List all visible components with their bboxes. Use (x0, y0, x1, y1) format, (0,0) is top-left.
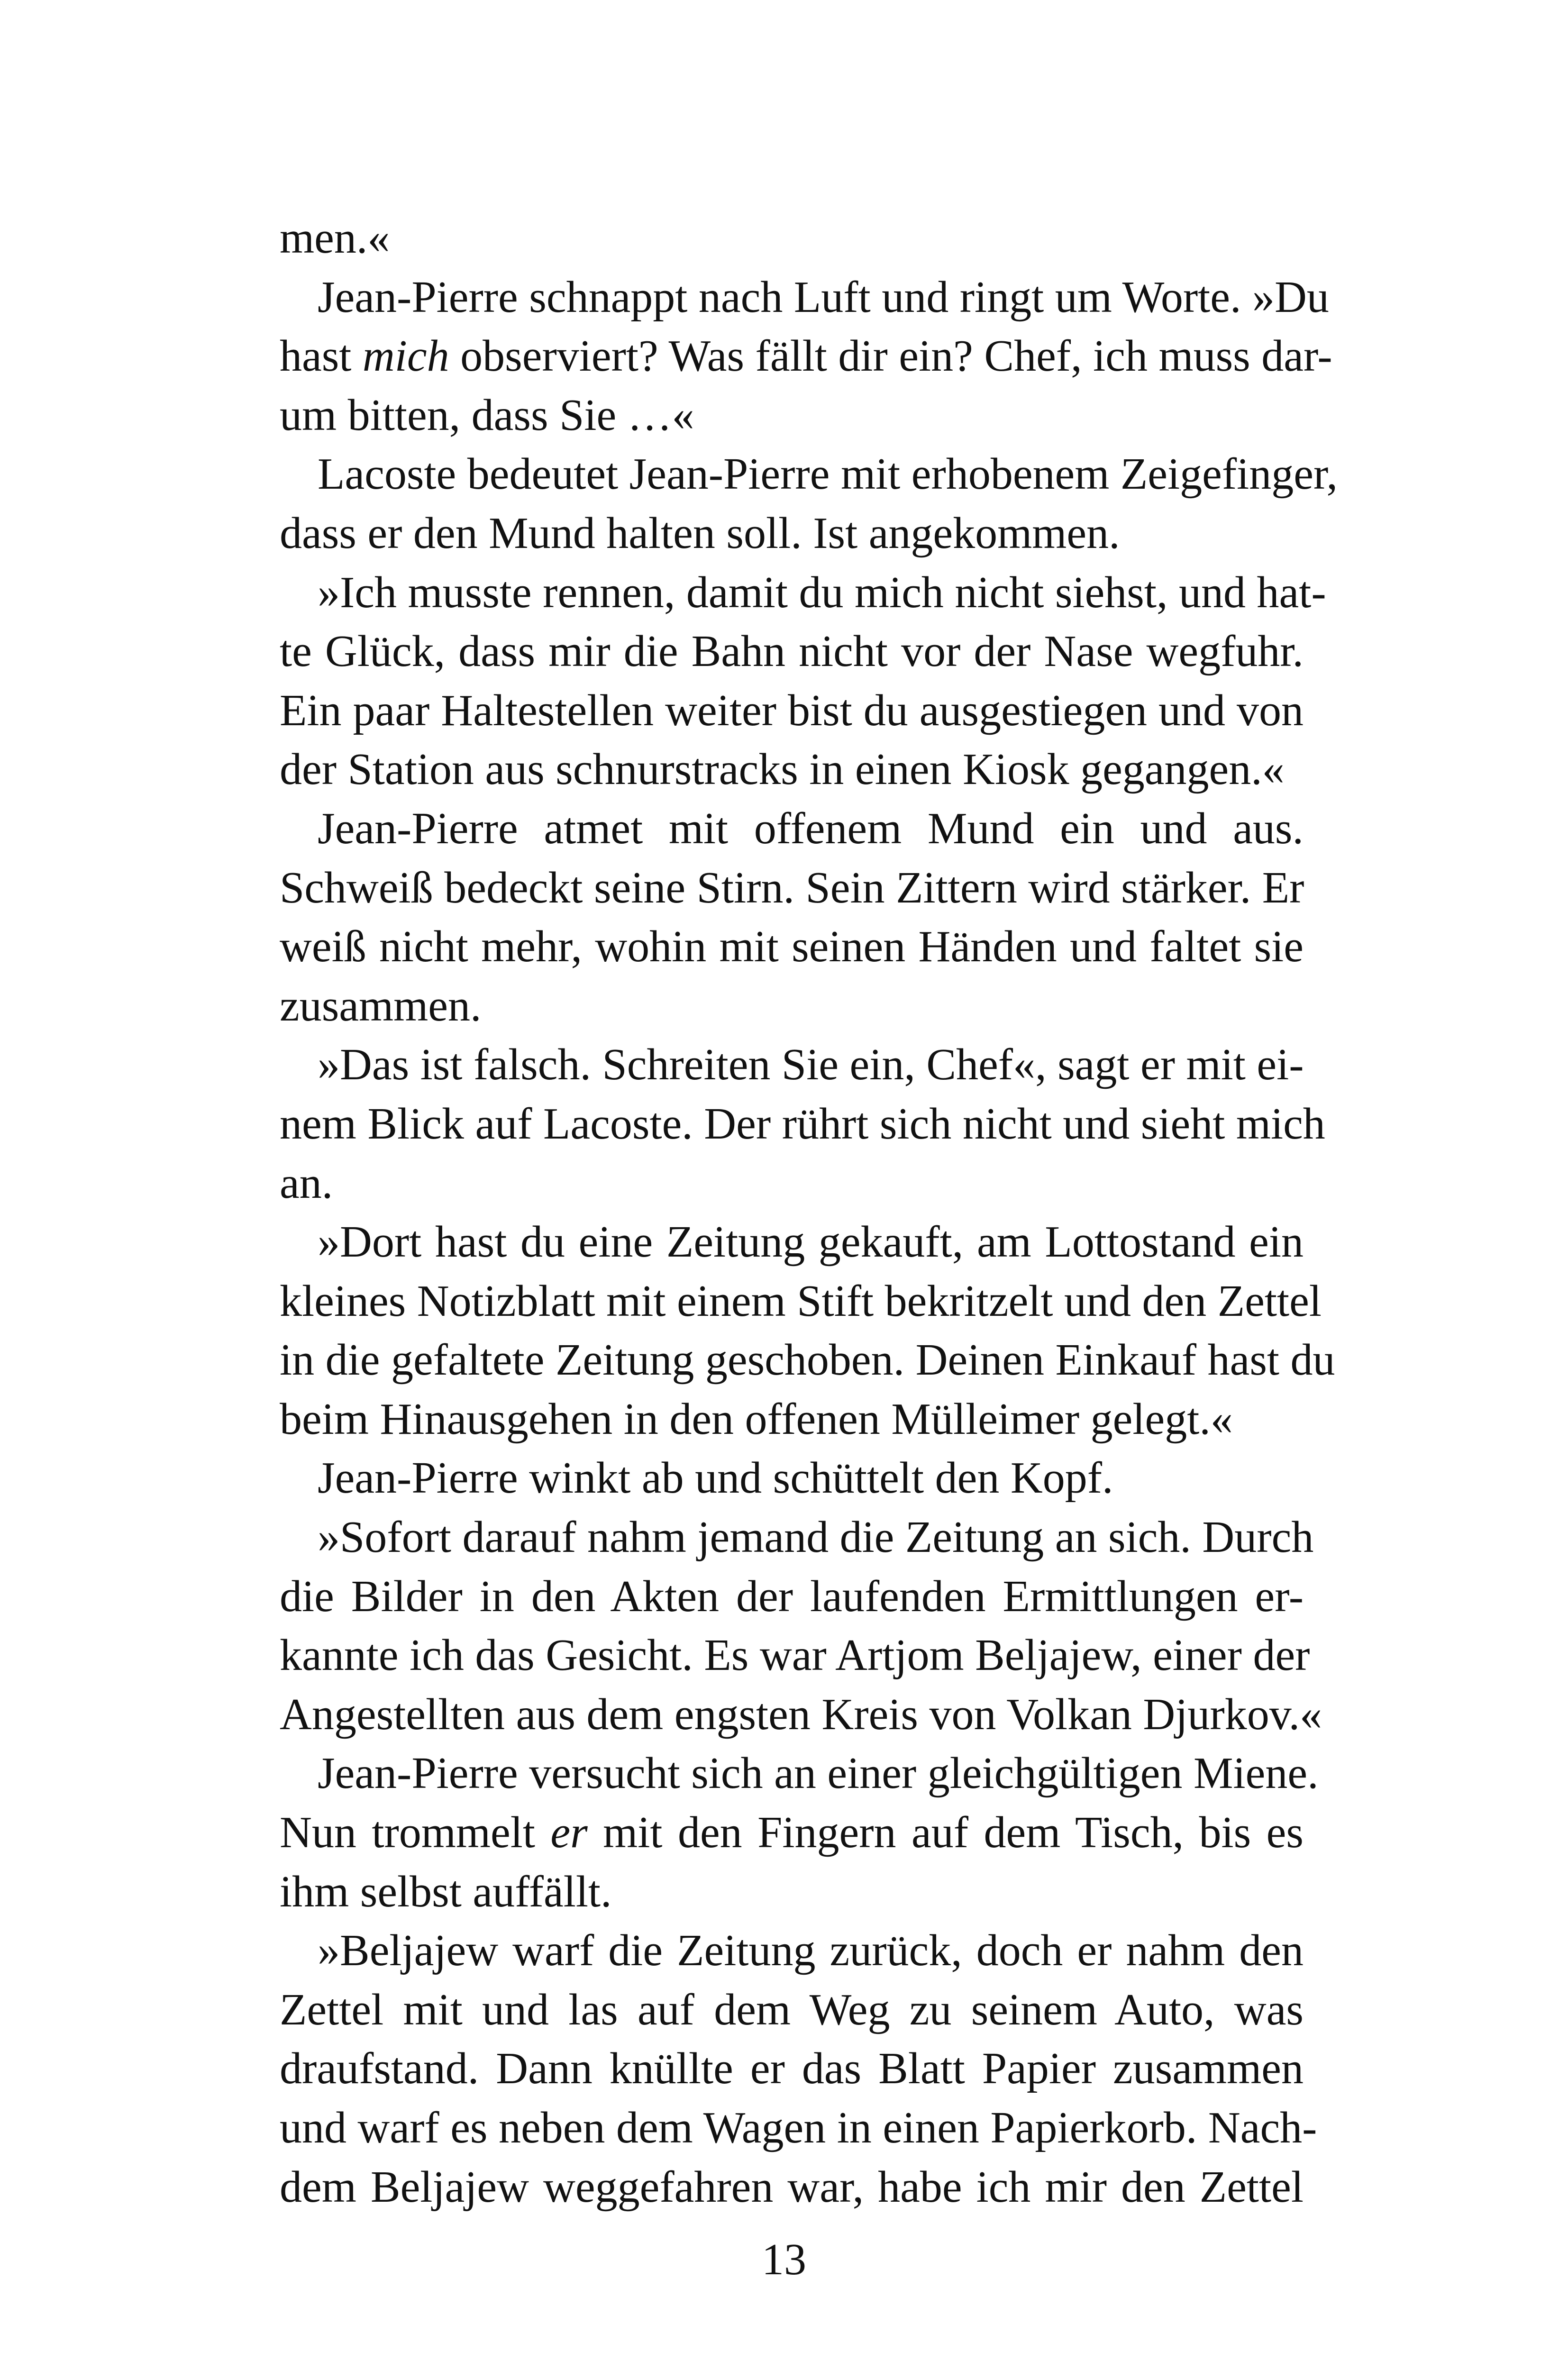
text-line: an. (280, 1158, 333, 1208)
text-line: »Sofort darauf nahm jemand die Zeitung an sich. Durch (318, 1513, 1314, 1562)
text-line: te Glück, dass mir die Bahn nicht vor der Nase wegfuhr. (280, 627, 1304, 676)
text-line: und warf es neben dem Wagen in einen Papierkorb. Nach- (280, 2103, 1317, 2152)
text-line: »Beljajew warf die Zeitung zurück, doch er nahm den (318, 1926, 1304, 1976)
text-line: Lacoste bedeutet Jean-Pierre mit erhobenem Zeigefinger, (318, 449, 1338, 499)
text-line: Jean-Pierre winkt ab und schüttelt den Kopf. (318, 1453, 1113, 1503)
text-line: dass er den Mund halten soll. Ist angekommen. (280, 508, 1120, 558)
text-line: Jean-Pierre versucht sich an einer gleichgültigen Miene. (318, 1749, 1319, 1798)
text-line: hast mich observiert? Was fällt dir ein? Chef, ich muss dar- (280, 331, 1332, 381)
text-line: nem Blick auf Lacoste. Der rührt sich nicht und sieht mich (280, 1099, 1325, 1149)
text-line: draufstand. Dann knüllte er das Blatt Papier zusammen (280, 2044, 1304, 2094)
text-line: zusammen. (280, 981, 482, 1030)
text-line: »Ich musste rennen, damit du mich nicht siehst, und hat- (318, 567, 1326, 617)
text-line: »Das ist falsch. Schreiten Sie ein, Chef«, sagt er mit ei- (318, 1040, 1304, 1090)
text-line: dem Beljajew weggefahren war, habe ich mir den Zettel (280, 2162, 1304, 2212)
text-line: kleines Notizblatt mit einem Stift bekritzelt und den Zettel (280, 1276, 1322, 1326)
text-line: Jean-Pierre schnappt nach Luft und ringt um Worte. »Du (318, 272, 1329, 322)
body-text (280, 209, 1338, 2216)
text-line: Schweiß bedeckt seine Stirn. Sein Zittern wird stärker. Er (280, 863, 1304, 912)
text-line: Zettel mit und las auf dem Weg zu seinem Auto, was (280, 1985, 1304, 2034)
text-line: weiß nicht mehr, wohin mit seinen Händen und faltet sie (280, 922, 1304, 972)
text-line: men.« (280, 213, 390, 263)
text-line: Ein paar Haltestellen weiter bist du ausgestiegen und von (280, 685, 1304, 735)
text-line: in die gefaltete Zeitung geschoben. Deinen Einkauf hast du (280, 1335, 1335, 1385)
text-line: kannte ich das Gesicht. Es war Artjom Beljajew, einer der (280, 1631, 1310, 1680)
text-line: ihm selbst auffällt. (280, 1867, 612, 1916)
text-line: um bitten, dass Sie …« (280, 390, 694, 440)
emphasis: mich (362, 331, 449, 381)
text-line: Nun trommelt er mit den Fingern auf dem Tisch, bis es (280, 1808, 1304, 1858)
text-line: beim Hinausgehen in den offenen Mülleimer gelegt.« (280, 1394, 1233, 1444)
page-number: 13 (762, 2235, 806, 2284)
text-line: der Station aus schnurstracks in einen Kiosk gegangen.« (280, 745, 1285, 794)
text-line: Jean-Pierre atmet mit offenem Mund ein und aus. (318, 803, 1304, 853)
text-line: »Dort hast du eine Zeitung gekauft, am Lottostand ein (318, 1217, 1304, 1267)
text-line: Angestellten aus dem engsten Kreis von Volkan Djurkov.« (280, 1689, 1322, 1739)
emphasis: er (550, 1808, 588, 1858)
text-line: die Bilder in den Akten der laufenden Ermittlungen er- (280, 1571, 1304, 1621)
